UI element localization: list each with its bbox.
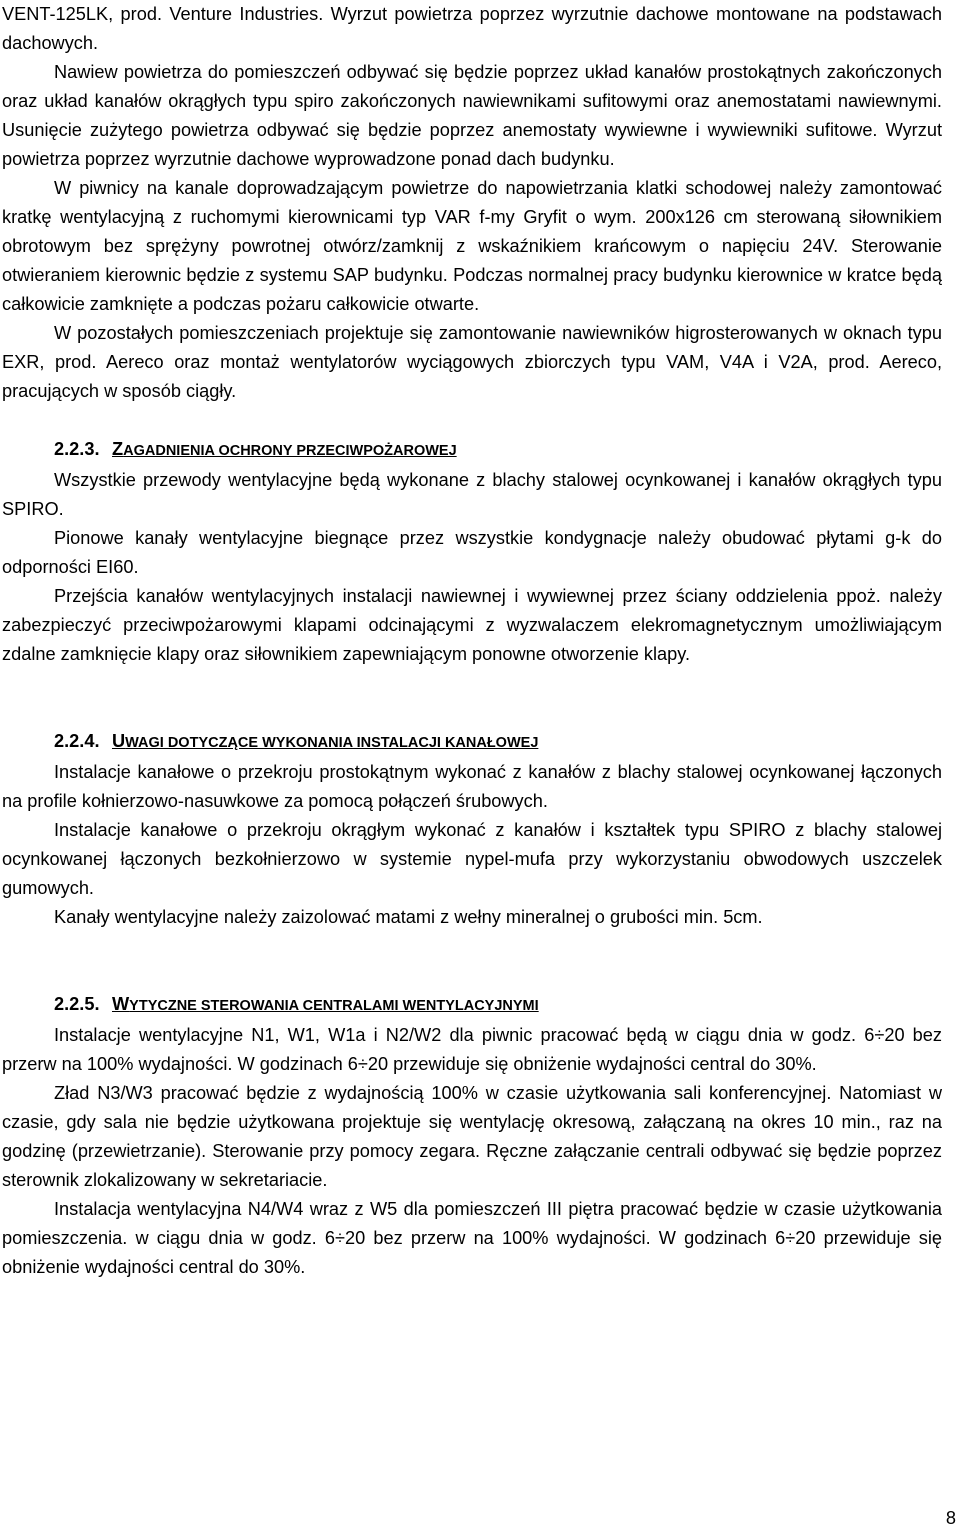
paragraph: Instalacja wentylacyjna N4/W4 wraz z W5 dla pomieszczeń III piętra pracować będzie w czasie użytkowania pomieszczenia. w ciągu dnia w godz. 6÷20 bez przerw na 100% wydajności. W godzinach 6÷20 przewiduje się obniżenie wydajności central do 30%. [2,1199,942,1277]
paragraph: Instalacje kanałowe o przekroju prostokątnym wykonać z kanałów z blachy stalowej ocynkowanej łączonych na profile kołnierzowo-nasuwkowe za pomocą połączeń śrubowych. [2,762,942,811]
paragraph: Pionowe kanały wentylacyjne biegnące przez wszystkie kondygnacje należy obudować płytami g-k do odporności EI60. [2,528,942,577]
paragraph: Wszystkie przewody wentylacyjne będą wykonane z blachy stalowej ocynkowanej i kanałów okrągłych typu SPIRO. [2,470,942,519]
section-heading-224 [2,727,942,758]
section-number: 2.2.3. [54,439,100,459]
paragraph-continuation: VENT-125LK, prod. Venture Industries. Wyrzut powietrza poprzez wyrzutnie dachowe montowane na podstawach dachowych. [2,4,942,53]
paragraph: Instalacje wentylacyjne N1, W1, W1a i N2/W2 dla piwnic pracować będą w ciągu dnia w godz. 6÷20 bez przerw na 100% wydajności. W godzinach 6÷20 przewiduje się obniżenie wydajności central do 30%. [2,1025,942,1074]
section-heading-225 [2,990,942,1021]
section-heading-223 [2,435,942,466]
section-number: 2.2.5. [54,994,100,1014]
paragraph: Przejścia kanałów wentylacyjnych instalacji nawiewnej i wywiewnej przez ściany oddzielenia ppoż. należy zabezpieczyć przeciwpożarowymi klapami odcinającymi z wyzwalaczem elekromagnetycznym umożliwiającym zdalne zamknięcie klapy oraz siłownikiem zapewniającym ponowne otworzenie klapy. [2,586,942,664]
paragraph: Zład N3/W3 pracować będzie z wydajnością 100% w czasie użytkowania sali konferencyjnej. Natomiast w czasie, gdy sala nie będzie użytkowana projektuje się wentylację okresową, załączaną na okres 10 min., raz na godzinę (przewietrzanie). Sterowanie przy pomocy zegara. Ręczne załączanie centrali odbywać się będzie poprzez sterownik zlokalizowany w sekretariacie. [2,1083,942,1190]
page-number: 8 [945,1508,956,1528]
paragraph-other-rooms: W pozostałych pomieszczeniach projektuje się zamontowanie nawiewników higrosterowanych w oknach typu EXR, prod. Aereco oraz montaż wentylatorów wyciągowych zbiorczych typu VAM, V4A i V2A, prod. Aereco, pracujących w sposób ciągły. [2,323,942,401]
section-title: UWAGI DOTYCZĄCE WYKONANIA INSTALACJI KANAŁOWEJ [112,731,539,751]
paragraph: Instalacje kanałowe o przekroju okrągłym wykonać z kanałów i kształtek typu SPIRO z blachy stalowej ocynkowanej łączonych bezkołnierzowo w systemie nypel-mufa przy wykorzystaniu obwodowych uszczelek gumowych. [2,820,942,898]
section-number: 2.2.4. [54,731,100,751]
paragraph-basement-grille: W piwnicy na kanale doprowadzającym powietrze do napowietrzania klatki schodowej należy zamontować kratkę wentylacyjną z ruchomymi kierownicami typ VAR f-my Gryfit o wym. 200x126 cm sterowaną siłownikiem obrotowym bez sprężyny powrotnej otwórz/zamknij z wskaźnikiem krańcowym o napięciu 24V. Sterowanie otwieraniem kierownic będzie z systemu SAP budynku. Podczas normalnej pracy budynku kierownice w kratce będą całkowicie zamknięte a podczas pożaru całkowicie otwarte. [2,178,942,314]
section-title: WYTYCZNE STEROWANIA CENTRALAMI WENTYLACYJNYMI [112,994,539,1014]
paragraph: Kanały wentylacyjne należy zaizolować matami z wełny mineralnej o grubości min. 5cm. [54,907,763,927]
section-title: ZAGADNIENIA OCHRONY PRZECIWPOŻAROWEJ [112,439,457,459]
paragraph-air-supply: Nawiew powietrza do pomieszczeń odbywać się będzie poprzez układ kanałów prostokątnych zakończonych oraz układ kanałów okrągłych typu spiro zakończonych nawiewnikami sufitowymi oraz anemostatami nawiewnymi. Usunięcie zużytego powietrza odbywać się będzie poprzez anemostaty wywiewne i wywiewniki sufitowe. Wyrzut powietrza poprzez wyrzutnie dachowe wyprowadzone ponad dach budynku. [2,62,942,169]
